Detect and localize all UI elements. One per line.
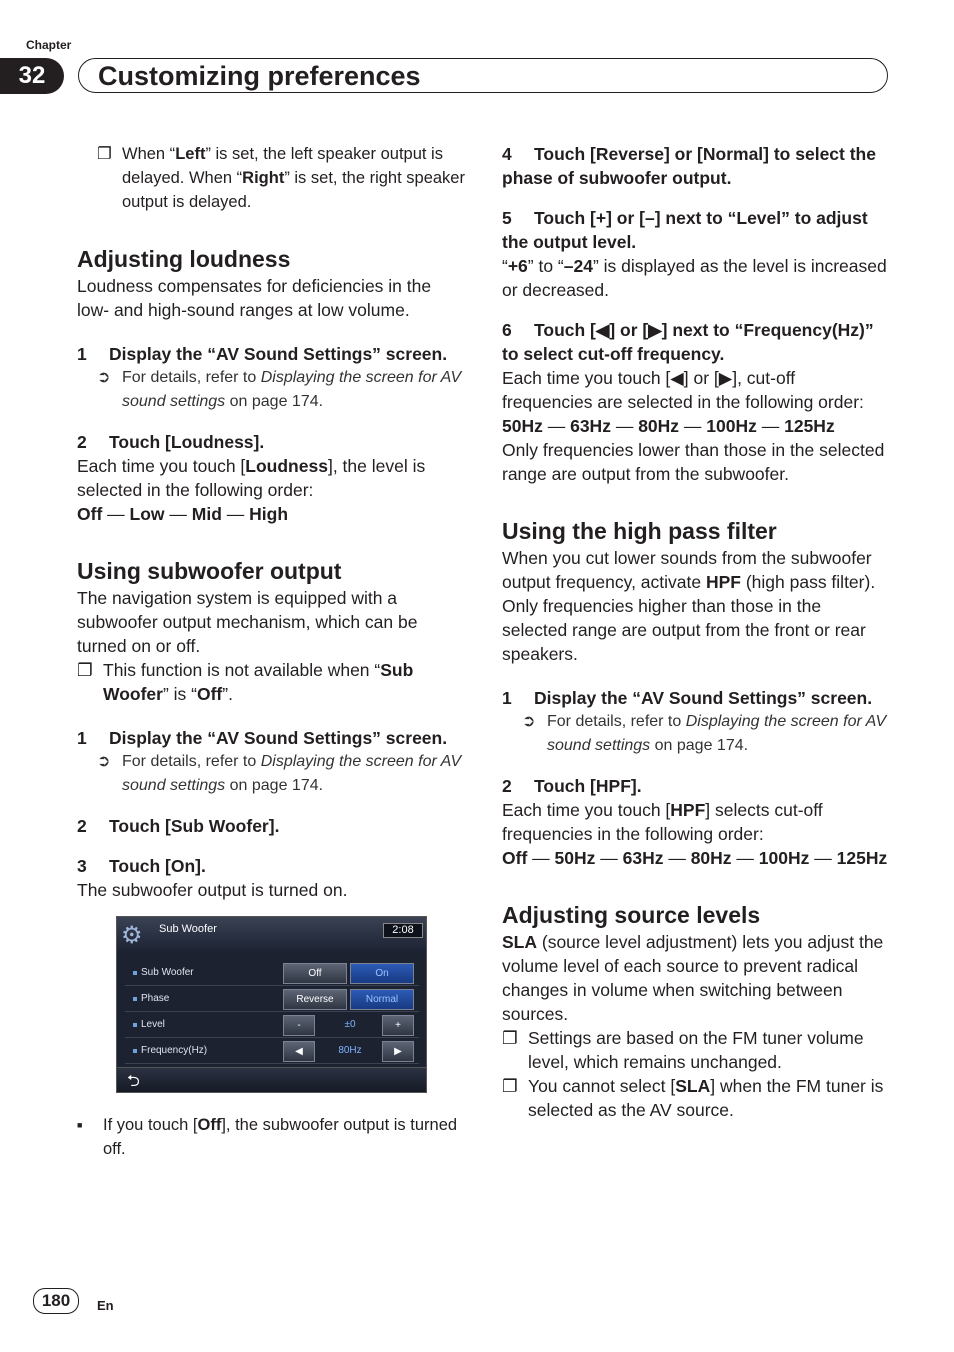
off-button[interactable]: Off	[283, 963, 347, 984]
screen-row-frequency	[125, 1039, 419, 1064]
frequency-right-button[interactable]: ▶	[382, 1041, 414, 1062]
arrow-reference-icon: ➲	[97, 753, 111, 770]
screen-row-phase	[125, 987, 419, 1012]
loudness-intro: Loudness compensates for deficiencies in the low- and high-sound ranges at low volume.	[77, 276, 432, 320]
subwoofer-step-3-body: The subwoofer output is turned on.	[77, 880, 348, 900]
subwoofer-step-4: 4 Touch [Reverse] or [Normal] to select the phase of subwoofer output.	[502, 144, 876, 188]
subwoofer-step-6-after: Only frequencies lower than those in the selected range are output from the subwoofer.	[502, 440, 885, 484]
hpf-step-2: 2 Touch [HPF].	[502, 776, 642, 796]
loudness-step-1: 1 Display the “AV Sound Settings” screen.	[77, 344, 448, 364]
sla-intro: SLA (source level adjustment) lets you adjust the volume level of each source to prevent radical changes in volume when switching between sources.	[502, 932, 884, 1024]
back-icon[interactable]: ⮌	[127, 1073, 140, 1090]
subwoofer-step-5-body: “+6” to “–24” is displayed as the level is increased or decreased.	[502, 256, 887, 300]
screen-title-bar	[117, 917, 426, 953]
row-label: Sub Woofer	[141, 967, 194, 978]
reverse-button[interactable]: Reverse	[283, 989, 347, 1010]
hpf-step-1: 1 Display the “AV Sound Settings” screen.	[502, 688, 873, 708]
subwoofer-step-6-body: Each time you touch [◀] or [▶], cut-off frequencies are selected in the following order:	[502, 368, 864, 412]
heading-high-pass-filter: Using the high pass filter	[502, 518, 777, 544]
left-column	[77, 142, 465, 1161]
loudness-reference: ➲ For details, refer to Displaying the screen for AV sound settings on page 174.	[77, 366, 465, 414]
right-column	[502, 142, 890, 1122]
screen-row-level	[125, 1013, 419, 1038]
subwoofer-step-3: 3 Touch [On].	[77, 856, 206, 876]
normal-button[interactable]: Normal	[350, 989, 414, 1010]
level-value: ±0	[344, 1019, 356, 1030]
screen-title: Sub Woofer	[159, 923, 217, 935]
on-button[interactable]: On	[350, 963, 414, 984]
gear-icon: ⚙	[121, 922, 143, 949]
checkbox-icon: ❐	[77, 660, 93, 680]
subwoofer-step-2: 2 Touch [Sub Woofer].	[77, 816, 280, 836]
row-bullet-icon	[133, 1023, 137, 1027]
chapter-label: Chapter	[26, 38, 72, 52]
speaker-delay-note: ❐ When “Left” is set, the left speaker output is delayed. When “Right” is set, the right speaker output is delayed.	[77, 142, 465, 214]
chapter-title: Customizing preferences	[98, 61, 421, 91]
subwoofer-step-5: 5 Touch [+] or [–] next to “Level” to adjust the output level.	[502, 208, 868, 252]
reference-link[interactable]: Displaying the screen for AV sound settings	[122, 753, 462, 794]
square-bullet-icon: ■	[77, 1120, 83, 1130]
frequency-order: 50Hz — 63Hz — 80Hz — 100Hz — 125Hz	[502, 416, 835, 436]
chapter-number: 32	[0, 58, 64, 94]
row-bullet-icon	[133, 997, 137, 1001]
level-minus-button[interactable]: -	[283, 1015, 315, 1036]
screen-row-sub-woofer	[125, 961, 419, 986]
sla-note-1: ❐ Settings are based on the FM tuner volume level, which remains unchanged.	[502, 1028, 864, 1072]
screen-bottom-bar	[117, 1067, 426, 1093]
checkbox-icon: ❐	[97, 145, 112, 163]
arrow-reference-icon: ➲	[522, 713, 536, 730]
reference-link[interactable]: Displaying the screen for AV sound settings	[122, 369, 462, 410]
language-label: En	[97, 1298, 114, 1313]
hpf-order: Off — 50Hz — 63Hz — 80Hz — 100Hz — 125Hz	[502, 848, 888, 868]
subwoofer-off-note: ■ If you touch [Off], the subwoofer output is turned off.	[77, 1113, 465, 1161]
page-number: 180	[33, 1288, 79, 1314]
arrow-reference-icon: ➲	[97, 369, 111, 386]
subwoofer-reference: ➲ For details, refer to Displaying the screen for AV sound settings on page 174.	[77, 750, 465, 798]
subwoofer-step-1: 1 Display the “AV Sound Settings” screen.	[77, 728, 448, 748]
row-label: Level	[141, 1019, 165, 1030]
row-label: Phase	[141, 993, 170, 1004]
loudness-order: Off — Low — Mid — High	[77, 504, 289, 524]
loudness-step-2: 2 Touch [Loudness].	[77, 432, 265, 452]
frequency-left-button[interactable]: ◀	[283, 1041, 315, 1062]
checkbox-icon: ❐	[502, 1028, 518, 1048]
subwoofer-intro: The navigation system is equipped with a subwoofer output mechanism, which can be turned on or off.	[77, 588, 418, 656]
frequency-value: 80Hz	[338, 1045, 362, 1056]
heading-adjusting-source-levels: Adjusting source levels	[502, 902, 761, 928]
row-bullet-icon	[133, 1049, 137, 1053]
heading-adjusting-loudness: Adjusting loudness	[77, 246, 291, 272]
row-bullet-icon	[133, 971, 137, 975]
hpf-reference: ➲ For details, refer to Displaying the screen for AV sound settings on page 174.	[502, 710, 890, 758]
hpf-intro: When you cut lower sounds from the subwoofer output frequency, activate HPF (high pass filter). Only frequencies higher than those in the selected range are output from the front or rear speakers.	[502, 548, 876, 664]
subwoofer-step-6: 6 Touch [◀] or [▶] next to “Frequency(Hz)” to select cut-off frequency.	[502, 320, 874, 364]
sla-note-2: ❐ You cannot select [SLA] when the FM tuner is selected as the AV source.	[502, 1076, 884, 1120]
row-label: Frequency(Hz)	[141, 1045, 208, 1056]
hpf-step-2-body: Each time you touch [HPF] selects cut-off frequencies in the following order:	[502, 800, 823, 844]
heading-using-subwoofer-output: Using subwoofer output	[77, 558, 342, 584]
screen-clock: 2:08	[383, 923, 423, 938]
sub-woofer-screen	[116, 916, 427, 1093]
loudness-step-2-body: Each time you touch [Loudness], the level is selected in the following order:	[77, 456, 426, 500]
checkbox-icon: ❐	[502, 1076, 518, 1096]
reference-link[interactable]: Displaying the screen for AV sound settings	[547, 713, 887, 754]
subwoofer-note: ❐ This function is not available when “Sub Woofer” is “Off”.	[77, 660, 414, 704]
level-plus-button[interactable]: +	[382, 1015, 414, 1036]
